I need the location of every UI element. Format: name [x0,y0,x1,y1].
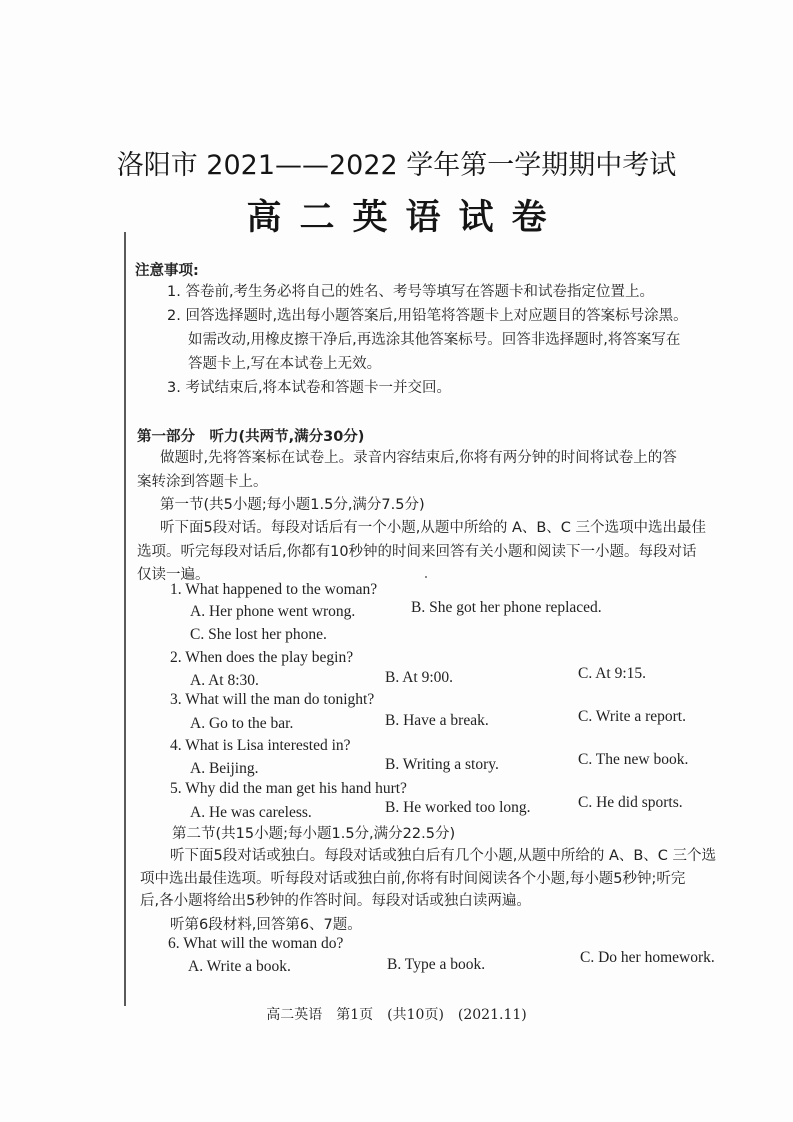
notice-item-2-cont-2: 答题卡上,写在本试卷上无效。 [188,356,382,372]
question-4 [170,737,351,755]
question-number: 4. [170,737,182,754]
question-2-option-a: A. At 8:30. [190,672,259,689]
question-5-option-b: B. He worked too long. [385,799,531,816]
section1-instruction-2: 选项。听完每段对话后,你都有10秒钟的时间来回答有关小题和阅读下一小题。每段对话 [137,544,697,560]
question-2 [170,649,353,667]
question-number: 6. [168,935,180,952]
paper-title: 高二英语试卷 [246,197,565,238]
section1-instruction-3: 仅读一遍。 [137,567,210,583]
question-3-option-c: C. Write a report. [578,708,686,725]
question-number: 5. [170,780,182,797]
question-6 [168,935,343,953]
part1-intro-line2: 案转涂到答题卡上。 [137,474,268,490]
question-5-option-c: C. He did sports. [578,794,683,811]
question-text: Why did the man get his hand hurt? [185,780,407,797]
page-footer: 高二英语 第1页 (共10页) (2021.11) [266,1007,527,1023]
question-text: What will the woman do? [183,935,344,952]
margin-rule [124,232,126,1006]
question-text: When does the play begin? [185,649,354,666]
section1-instruction-1: 听下面5段对话。每段对话后有一个小题,从题中所给的 A、B、C 三个选项中选出最佳 [160,520,707,536]
section2-instruction-1: 听下面5段对话或独白。每段对话或独白后有几个小题,从题中所给的 A、B、C 三个选 [170,848,717,864]
question-3 [170,691,374,709]
material-note: 听第6段材料,回答第6、7题。 [170,917,362,933]
question-text: What happened to the woman? [185,581,378,598]
question-1-option-a: A. Her phone went wrong. [190,603,356,620]
part1-intro-line1: 做题时,先将答案标在试卷上。录音内容结束后,你将有两分钟的时间将试卷上的答 [160,450,677,466]
notice-item-3: 3. 考试结束后,将本试卷和答题卡一并交回。 [167,380,452,396]
exam-title: 洛阳市 2021——2022 学年第一学期期中考试 [116,150,677,181]
section1-heading: 第一节(共5小题;每小题1.5分,满分7.5分) [160,497,425,513]
question-2-option-c: C. At 9:15. [578,665,647,682]
stray-mark [425,576,427,578]
part1-heading: 第一部分 听力(共两节,满分30分) [137,429,365,445]
question-2-option-b: B. At 9:00. [385,669,454,686]
question-6-option-c: C. Do her homework. [580,949,715,966]
question-4-option-c: C. The new book. [578,751,689,768]
notices-heading: 注意事项: [135,263,199,279]
question-text: What will the man do tonight? [185,691,375,708]
question-6-option-a: A. Write a book. [188,958,291,975]
section2-heading: 第二节(共15小题;每小题1.5分,满分22.5分) [172,826,456,842]
question-3-option-a: A. Go to the bar. [190,715,294,732]
question-number: 2. [170,649,182,666]
question-1-option-b: B. She got her phone replaced. [411,599,602,616]
question-4-option-a: A. Beijing. [190,760,259,777]
notice-item-2-cont-1: 如需改动,用橡皮擦干净后,再选涂其他答案标号。回答非选择题时,将答案写在 [188,332,681,348]
question-5 [170,780,407,798]
question-text: What is Lisa interested in? [185,737,351,754]
notice-item-2: 2. 回答选择题时,选出每小题答案后,用铅笔将答题卡上对应题目的答案标号涂黑。 [167,308,688,324]
question-number: 1. [170,581,182,598]
question-3-option-b: B. Have a break. [385,712,489,729]
question-1-option-c: C. She lost her phone. [190,626,327,643]
question-6-option-b: B. Type a book. [387,956,486,973]
question-5-option-a: A. He was careless. [190,804,312,821]
question-1 [170,581,377,599]
notice-item-1: 1. 答卷前,考生务必将自己的姓名、考号等填写在答题卡和试卷指定位置上。 [167,284,655,300]
question-number: 3. [170,691,182,708]
section2-instruction-2: 项中选出最佳选项。听每段对话或独白前,你将有时间阅读各个小题,每小题5秒钟;听完 [140,871,686,887]
section2-instruction-3: 后,各小题将给出5秒钟的作答时间。每段对话或独白读两遍。 [140,893,531,909]
question-4-option-b: B. Writing a story. [385,756,499,773]
